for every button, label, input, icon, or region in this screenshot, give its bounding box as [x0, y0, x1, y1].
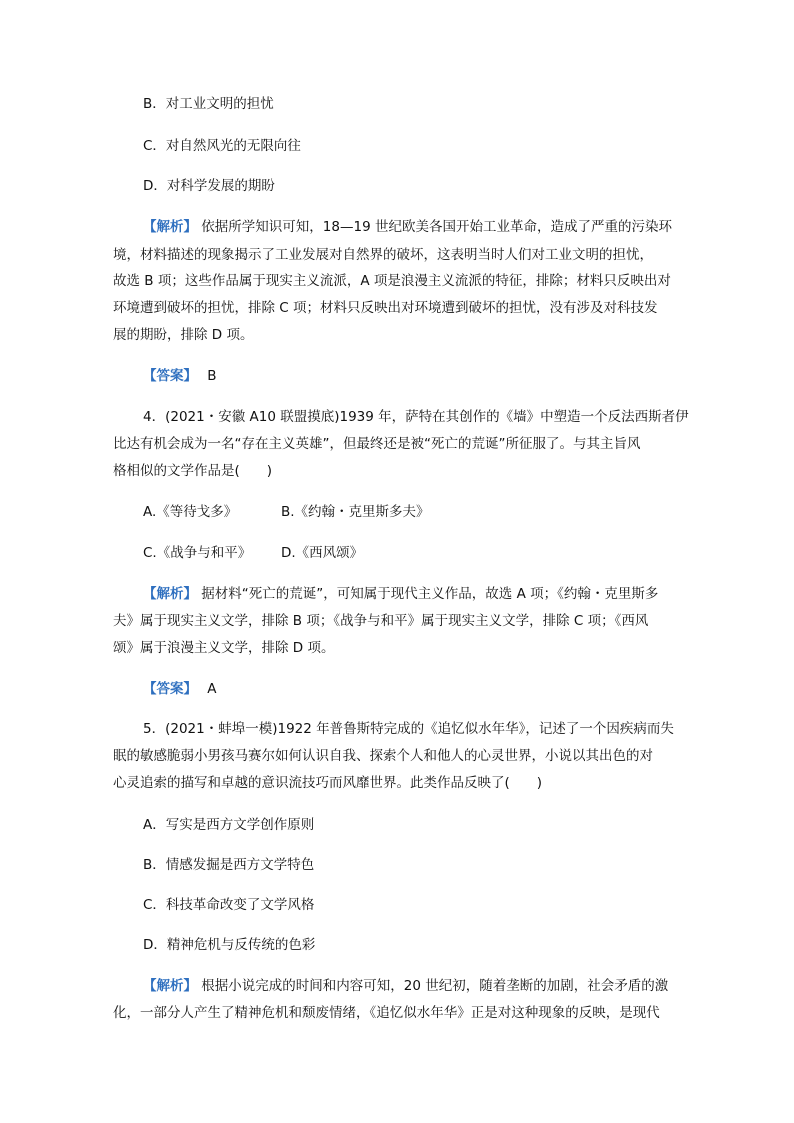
q4-analysis-line-3: 颂》属于浪漫主义文学，排除 D 项。 [113, 640, 335, 656]
q5-option-d: D．精神危机与反传统的色彩 [143, 937, 316, 953]
q3-answer [143, 366, 217, 386]
q4-option-a: A.《等待戈多》 [143, 504, 238, 520]
q3-analysis-line-4: 环境遭到破坏的担忧，排除 C 项；材料只反映出对环境遭到破坏的担忧，没有涉及对科技发 [113, 300, 658, 316]
q4-answer-value: A [207, 681, 217, 697]
q4-analysis-line-2: 夫》属于现实主义文学，排除 B 项；《战争与和平》属于现实主义文学，排除 C 项；《西风 [113, 613, 649, 629]
q4-stem-line-2: 比达有机会成为一名“存在主义英雄”，但最终还是被“死亡的荒诞”所征服了。与其主旨风 [113, 436, 641, 452]
q3-answer-tag: 【答案】 [143, 368, 197, 384]
q4-stem-line-1: 4．(2021・安徽 A10 联盟摸底)1939 年，萨特在其创作的《墙》中塑造一个反法西斯者伊 [143, 409, 689, 425]
q3-analysis-line-5: 展的期盼，排除 D 项。 [113, 327, 254, 343]
q3-option-c: C．对自然风光的无限向往 [143, 138, 301, 154]
q5-stem-line-1: 5．(2021・蚌埠一模)1922 年普鲁斯特完成的《追忆似水年华》，记述了一个因疾病而失 [143, 721, 674, 737]
q4-option-b: B.《约翰・克里斯多夫》 [281, 504, 430, 520]
q4-option-c: C.《战争与和平》 [143, 545, 252, 561]
q5-analysis-tag: 【解析】 [143, 978, 197, 994]
q3-analysis-line-3: 故选 B 项；这些作品属于现实主义流派，A 项是浪漫主义流派的特征，排除；材料只反映出对 [113, 273, 671, 289]
q4-option-d: D.《西风颂》 [281, 545, 364, 561]
q3-analysis-line-1: 【解析】 依据所学知识可知，18—19 世纪欧美各国开始工业革命，造成了严重的污染环 [143, 219, 672, 235]
q5-option-c: C．科技革命改变了文学风格 [143, 897, 315, 913]
q3-option-b: B．对工业文明的担忧 [143, 96, 274, 112]
q5-analysis-line-1: 【解析】 根据小说完成的时间和内容可知，20 世纪初，随着垄断的加剧，社会矛盾的激 [143, 978, 669, 994]
q3-analysis-line-2: 境，材料描述的现象揭示了工业发展对自然界的破坏，这表明当时人们对工业文明的担忧， [113, 247, 653, 263]
q5-option-b: B．情感发掘是西方文学特色 [143, 857, 315, 873]
q5-stem-line-2: 眠的敏感脆弱小男孩马赛尔如何认识自我、探索个人和他人的心灵世界，小说以其出色的对 [113, 748, 653, 764]
q4-answer [143, 679, 217, 699]
q3-answer-value: B [207, 368, 217, 384]
q3-option-d: D．对科学发展的期盼 [143, 178, 275, 194]
q5-option-a: A．写实是西方文学创作原则 [143, 817, 315, 833]
q4-answer-tag: 【答案】 [143, 681, 197, 697]
q3-analysis-tag: 【解析】 [143, 219, 197, 235]
q4-analysis-line-1: 【解析】 据材料“死亡的荒诞”，可知属于现代主义作品，故选 A 项；《约翰・克里斯多 [143, 586, 659, 602]
q5-analysis-line-2: 化，一部分人产生了精神危机和颓废情绪，《追忆似水年华》正是对这种现象的反映，是现代 [113, 1005, 660, 1021]
q4-analysis-tag: 【解析】 [143, 586, 197, 602]
q5-stem-line-3: 心灵追索的描写和卓越的意识流技巧而风靡世界。此类作品反映了( ) [113, 775, 543, 791]
q4-stem-line-3: 格相似的文学作品是( ) [113, 463, 273, 479]
